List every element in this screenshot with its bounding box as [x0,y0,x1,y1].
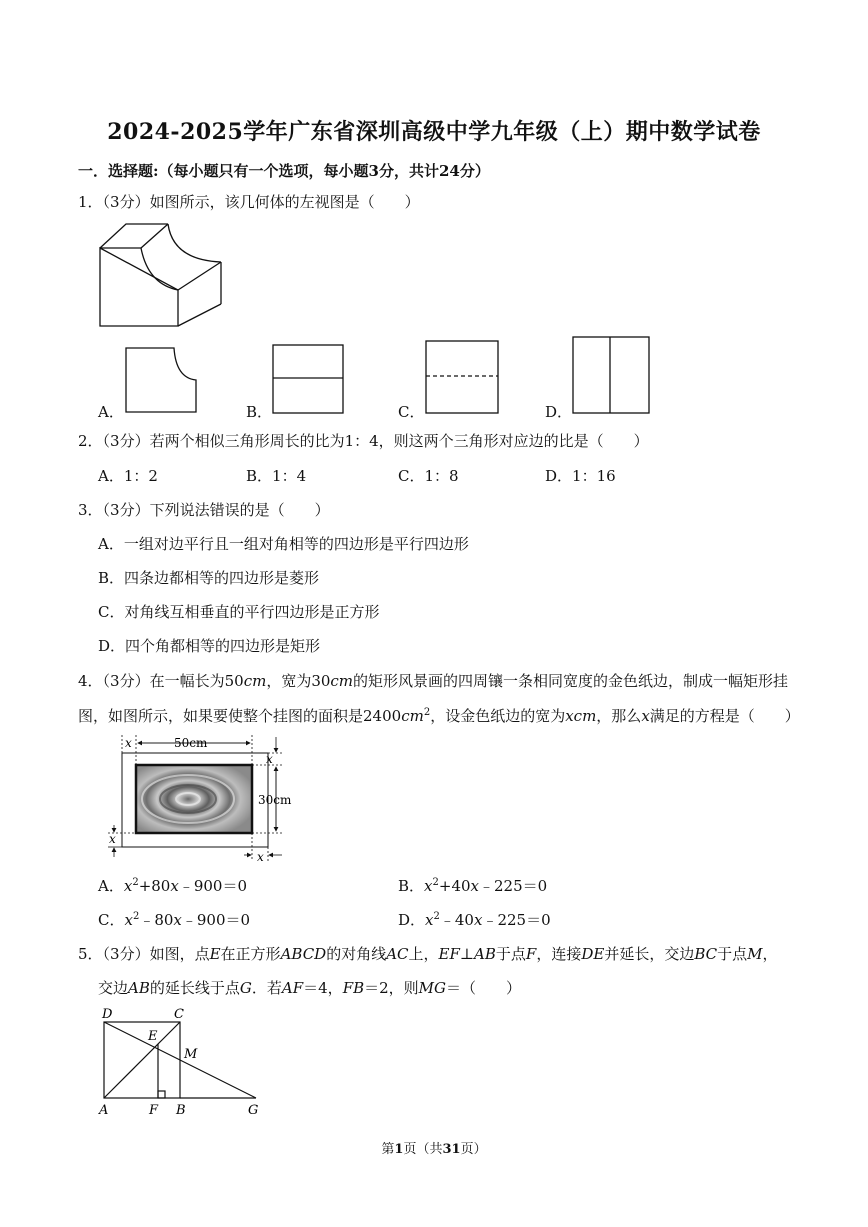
section-heading: 一．选择题:（每小题只有一个选项，每小题3分，共计24分） [78,162,490,180]
q1-option-d[interactable]: D． [545,403,573,421]
q3-option-b[interactable]: B．四条边都相等的四边形是菱形 [98,569,320,587]
q5-label-m: M [184,1047,198,1062]
q3-option-a[interactable]: A．一组对边平行且一组对角相等的四边形是平行四边形 [98,535,469,553]
q1-option-a[interactable]: A． [98,403,124,421]
question-4-line-1: 4．（3分）在一幅长为50cm，宽为30cm的矩形风景画的四周镶一条相同宽度的金色纸边，制成一幅矩形挂 [78,672,789,690]
q1-option-a-figure [124,346,198,414]
page-title: 2024-2025学年广东省深圳高级中学九年级（上）期中数学试卷 [107,119,761,145]
q2-option-c[interactable]: C．1：8 [398,467,459,485]
q4-label-x-left: x [109,832,116,846]
q5-square-figure [96,1004,271,1120]
q4-option-d[interactable]: D．$x^2﹣40x﹣225=0$ [398,911,551,929]
q4-option-a[interactable]: A．$x^2+80x﹣900=0$ [98,877,247,895]
q5-label-d: D [102,1007,113,1022]
q4-label-width: 30cm [258,793,292,807]
q5-label-e: E [148,1029,158,1044]
question-1: 1．（3分）如图所示，该几何体的左视图是（ ） [78,193,420,211]
q5-label-c: C [174,1007,184,1022]
q4-option-b[interactable]: B．$x^2+40x﹣225=0$ [398,877,548,895]
question-3: 3．（3分）下列说法错误的是（ ） [78,501,330,519]
page-footer: 第1页（共31页） [381,1142,487,1157]
q4-label-x-top: x [125,736,132,750]
q4-frame-figure [106,733,306,863]
q5-label-a: A [99,1103,109,1118]
q1-option-b-figure [272,344,344,414]
q2-option-d[interactable]: D．1：16 [545,467,616,485]
question-5-line-2: 交边AB的延长线于点G．若AF＝4，FB＝2，则MG＝（ ） [98,979,522,997]
q3-option-d[interactable]: D．四个角都相等的四边形是矩形 [98,637,321,655]
q4-option-c[interactable]: C．$x^2﹣80x﹣900=0$ [98,911,251,929]
q1-option-d-figure [572,336,650,414]
q1-solid-figure [98,222,228,330]
q1-option-c[interactable]: C． [398,403,425,421]
q2-option-a[interactable]: A．1：2 [98,467,158,485]
q4-label-x-bottom: x [257,850,264,864]
q5-label-g: G [248,1103,259,1118]
q1-option-b[interactable]: B． [246,403,273,421]
q1-option-c-figure [425,340,499,414]
question-2: 2．（3分）若两个相似三角形周长的比为1：4，则这两个三角形对应边的比是（ ） [78,432,649,450]
q5-label-f: F [149,1103,159,1118]
question-4-line-2: 图，如图所示，如果要使整个挂图的面积是$2400cm^2$，设金色纸边的宽为xcm，那么x满足的方程是（ ） [78,707,800,725]
q4-label-x-right: x [266,752,273,766]
question-5-line-1: 5．（3分）如图，点E在正方形ABCD的对角线AC上，EF⊥AB于点F，连接DE并延长，交边BC于点M， [78,945,778,963]
q4-label-length: 50cm [174,736,208,750]
q3-option-c[interactable]: C．对角线互相垂直的平行四边形是正方形 [98,603,380,621]
q2-option-b[interactable]: B．1：4 [246,467,307,485]
q5-label-b: B [176,1103,186,1118]
